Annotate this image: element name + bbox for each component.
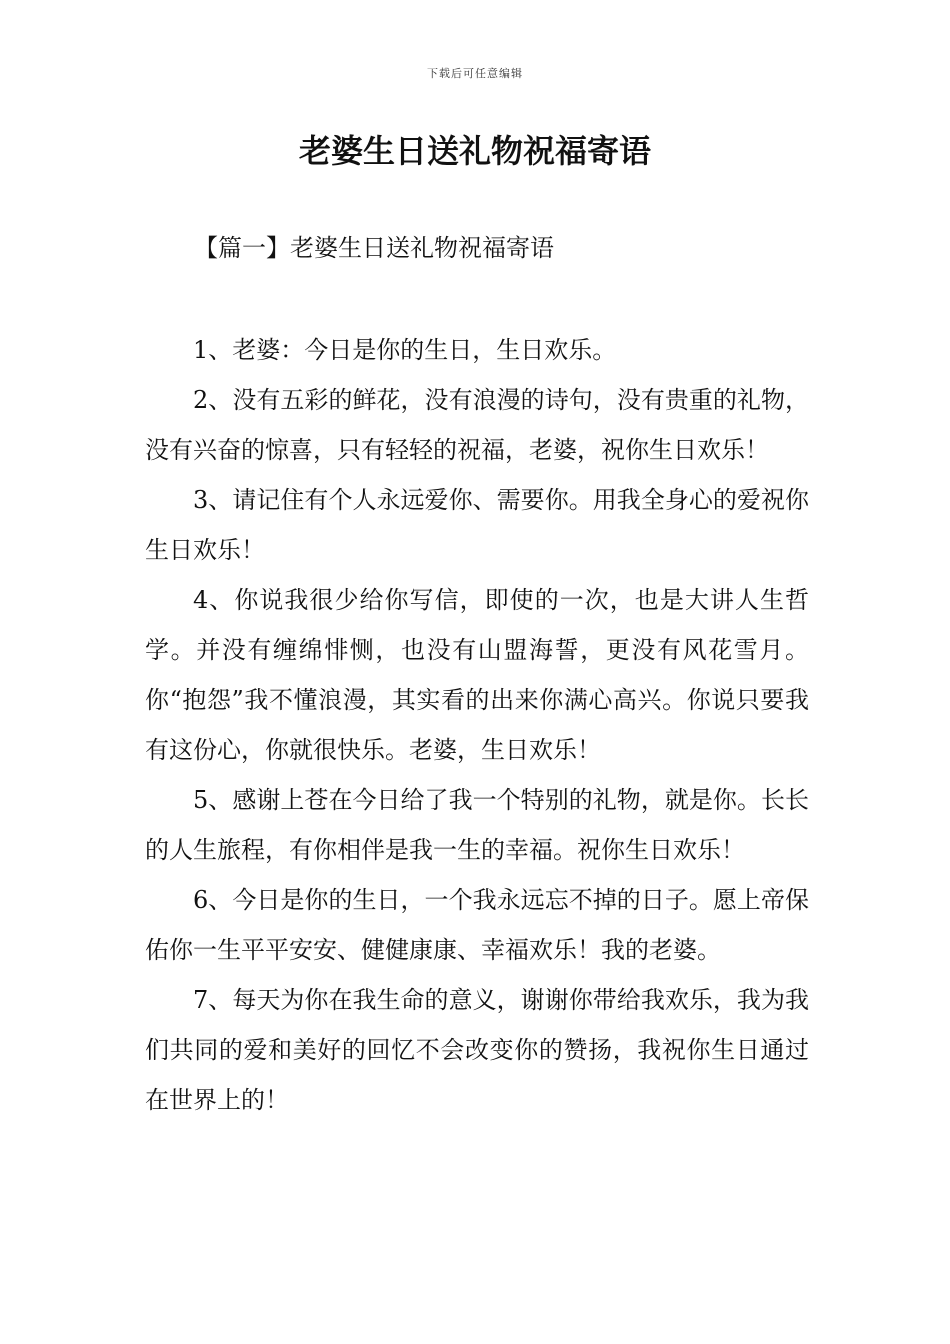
paragraph-3: 3、请记住有个人永远爱你、需要你。用我全身心的爱祝你生日欢乐！: [145, 486, 809, 564]
section-heading: 【篇一】老婆生日送礼物祝福寄语: [194, 234, 554, 262]
paragraph-1: 1、老婆：今日是你的生日，生日欢乐。: [193, 336, 617, 364]
document-body: [145, 325, 809, 1125]
document-title: 老婆生日送礼物祝福寄语: [298, 132, 651, 170]
paragraph-4: 4、你说我很少给你写信，即使的一次，也是大讲人生哲学。并没有缠绵悱恻，也没有山盟海誓，更没有风花雪月。你“抱怨”我不懂浪漫，其实看的出来你满心高兴。你说只要我有这份心，你就很快乐。老婆，生日欢乐！: [145, 586, 809, 764]
header-note: 下载后可任意编辑: [427, 67, 523, 80]
paragraph-7: 7、每天为你在我生命的意义，谢谢你带给我欢乐，我为我们共同的爱和美好的回忆不会改变你的赞扬，我祝你生日通过在世界上的！: [145, 986, 809, 1114]
paragraph-2: 2、没有五彩的鲜花，没有浪漫的诗句，没有贵重的礼物，没有兴奋的惊喜，只有轻轻的祝福，老婆，祝你生日欢乐！: [145, 386, 809, 464]
paragraph-6: 6、今日是你的生日，一个我永远忘不掉的日子。愿上帝保佑你一生平平安安、健健康康、幸福欢乐！我的老婆。: [145, 886, 809, 964]
paragraph-5: 5、感谢上苍在今日给了我一个特别的礼物，就是你。长长的人生旅程，有你相伴是我一生的幸福。祝你生日欢乐！: [145, 786, 809, 864]
